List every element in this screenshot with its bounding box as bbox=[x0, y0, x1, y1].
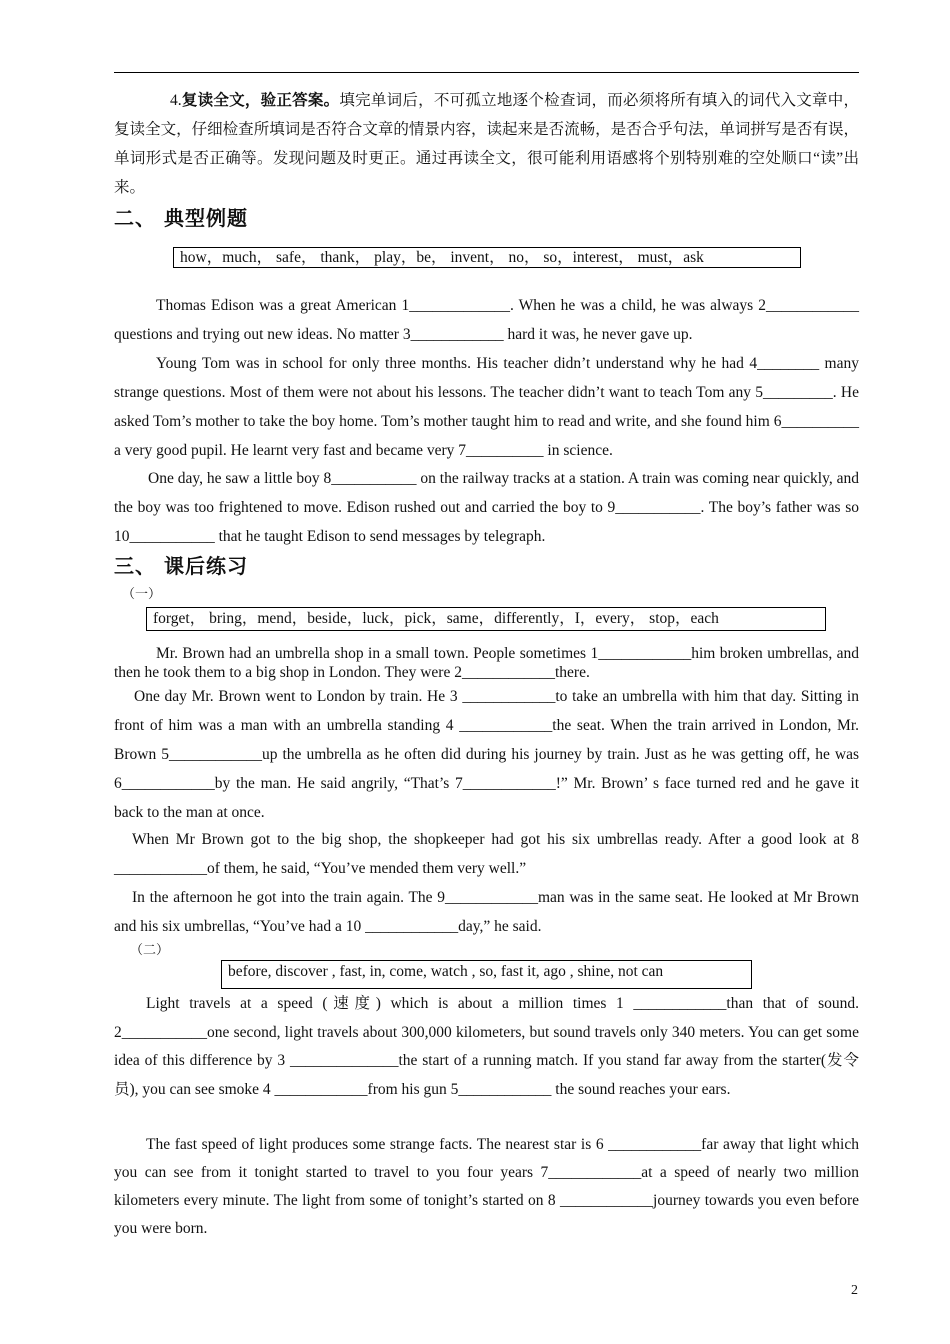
header-rule bbox=[114, 72, 859, 73]
part2-paragraph-1: Light travels at a speed (速度) which is about a million times 1 ____________than that of sound. 2___________one second, light travels about 300,000 kilometers, but sound travels only 340 meters. You can get some idea of this difference by 3 ______________the start of a running match. If you stand far away from the starter(发令员), you can see smoke 4 ____________from his gun 5____________ the sound reaches your ears. bbox=[114, 995, 859, 1098]
intro-text: 填完单词后，不可孤立地逐个检查词，而必须将所有填入的词代入文章中，复读全文，仔细检查所填词是否符合文章的情景内容，读起来是否流畅，是否合乎句法，单词拼写是否有误，单词形式是否正确等。发现问题及时更正。通过再读全文，很可能利用语感将个别特别难的空处顺口“读”出来。 bbox=[114, 92, 859, 196]
part1-label: （一） bbox=[122, 586, 162, 601]
example-paragraph-3: One day, he saw a little boy 8___________ on the railway tracks at a station. A train was coming near quickly, and the boy was too frightened to move. Edison rushed out and carried the boy to 9___________. The boy’s father was so 10___________ that he taught Edison to send messages by telegraph. bbox=[114, 470, 859, 545]
intro-lead: 4. bbox=[170, 92, 182, 109]
intro-paragraph bbox=[114, 86, 859, 202]
part1-paragraph-1: Mr. Brown had an umbrella shop in a small town. People sometimes 1____________him broken umbrellas, and then he took them to a big shop in London. They were 2____________there. bbox=[114, 645, 859, 681]
part2-label: （二） bbox=[130, 942, 170, 957]
part2-paragraph-2: The fast speed of light produces some strange facts. The nearest star is 6 ____________far away that light which you can see from it tonight started to travel to you four years 7____________at a speed of nearly two million kilometers every minute. The light from some of tonight’s started on 8 ____________journey towards you even before you were born. bbox=[114, 1136, 859, 1237]
part1-word-box: forget， bring，mend，beside，luck，pick，same，differently，I，every， stop，each bbox=[146, 607, 826, 631]
section3-heading: 三、 课后练习 bbox=[114, 554, 248, 578]
section2-word-box: how，much， safe， thank， play，be， invent， no， so，interest， must，ask bbox=[173, 247, 801, 268]
intro-bold: 复读全文，验正答案。 bbox=[181, 92, 340, 109]
page-number: 2 bbox=[851, 1283, 858, 1298]
part1-paragraph-2: One day Mr. Brown went to London by train. He 3 ____________to take an umbrella with him that day. Sitting in front of him was a man with an umbrella standing 4 ____________the seat. When the train arrived in London, Mr. Brown 5____________up the umbrella as he often did during his journey by train. Just as he was getting off, he was 6____________by the man. He said angrily, “That’s 7____________!” Mr. Brown’ s face turned red and he gave it back to the man at once. bbox=[114, 688, 859, 821]
example-paragraph-2: Young Tom was in school for only three months. His teacher didn’t understand why he had 4________ many strange questions. Most of them were not about his lessons. The teacher didn’t want to teach Tom any 5_________. He asked Tom’s mother to take the boy home. Tom’s mother taught him to read and write, and she found him 6__________ a very good pupil. He learnt very fast and became very 7__________ in science. bbox=[114, 355, 859, 459]
section2-heading: 二、 典型例题 bbox=[114, 206, 248, 230]
example-paragraph-1: Thomas Edison was a great American 1_____________. When he was a child, he was always 2____________ questions and trying out new ideas. No matter 3____________ hard it was, he never gave up. bbox=[114, 297, 859, 343]
part1-paragraph-3: When Mr Brown got to the big shop, the shopkeeper had got his six umbrellas ready. After a good look at 8 ____________of them, he said, “You’ve mended them very well.” bbox=[114, 831, 859, 877]
part1-paragraph-4: In the afternoon he got into the train again. The 9____________man was in the same seat. He looked at Mr Brown and his six umbrellas, “You’ve had a 10 ____________day,” he said. bbox=[114, 889, 859, 935]
part2-word-box: before, discover , fast, in, come, watch , so, fast it, ago , shine, not can bbox=[221, 960, 752, 989]
